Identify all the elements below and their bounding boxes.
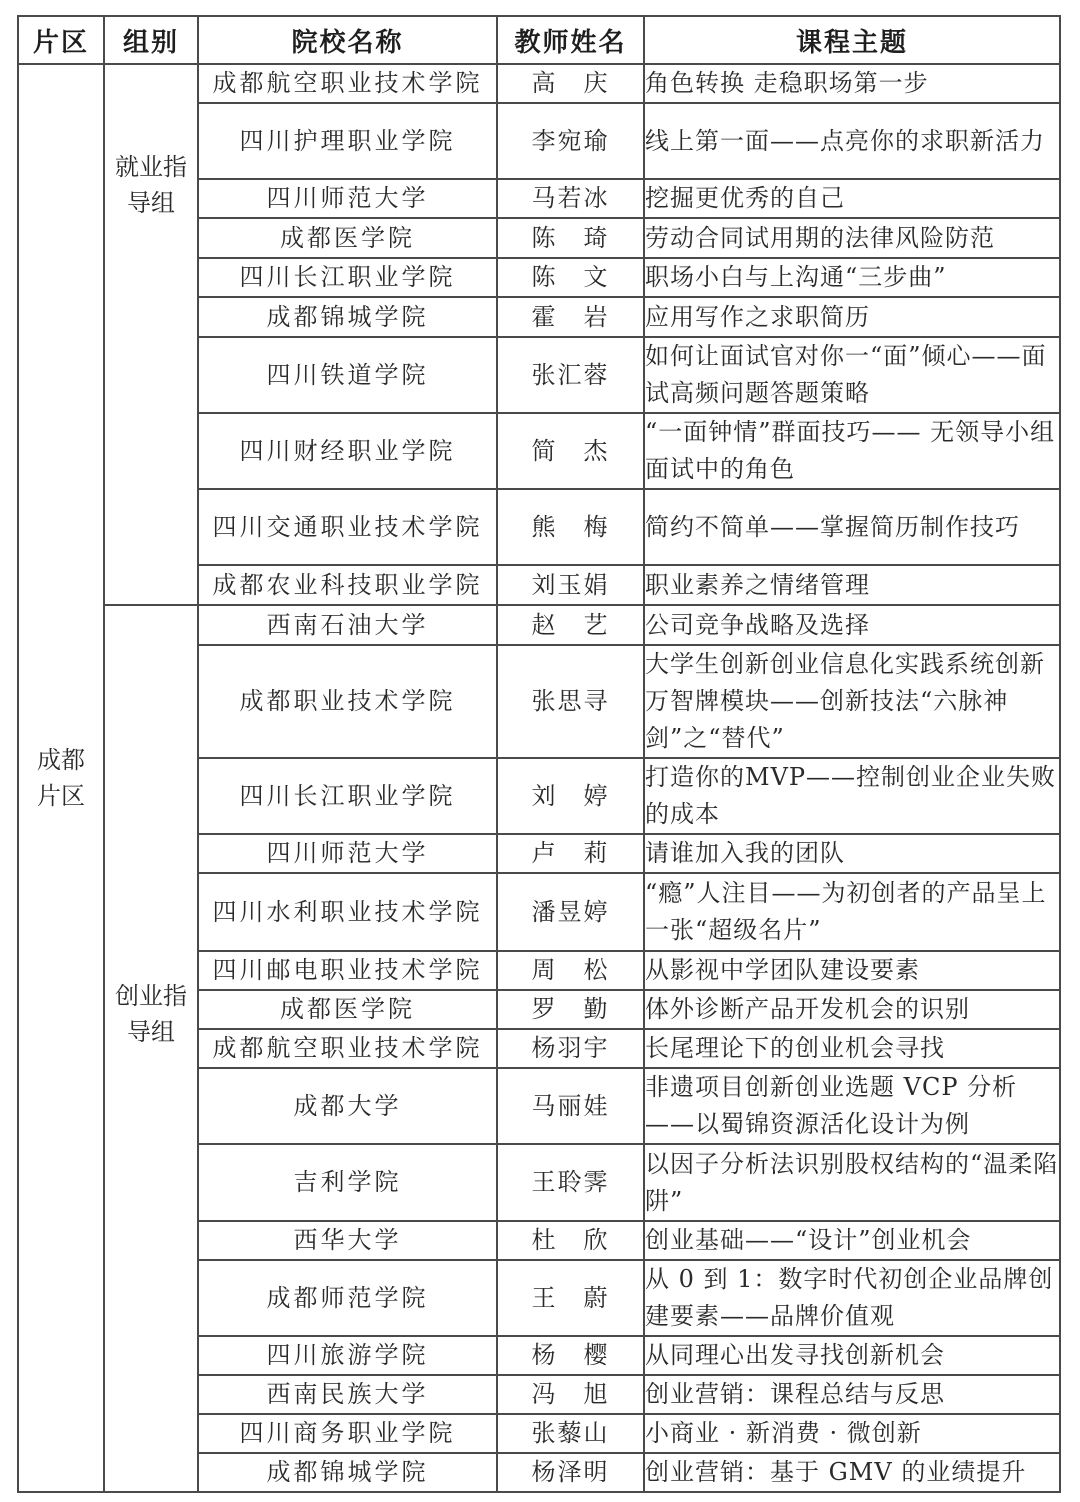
school-cell: 成都大学: [198, 1068, 497, 1144]
topic-cell: 从 0 到 1：数字时代初创企业品牌创建要素——品牌价值观: [644, 1260, 1060, 1336]
teacher-cell: 杨羽宇: [497, 1029, 644, 1068]
teacher-cell: 陈 琦: [497, 218, 644, 258]
group-cell: [104, 64, 198, 605]
teacher-cell: 张藜山: [497, 1414, 644, 1453]
school-cell: 四川交通职业技术学院: [198, 489, 497, 565]
school-cell: 吉利学院: [198, 1144, 497, 1221]
header-teacher: 教师姓名: [497, 16, 644, 64]
topic-cell: 角色转换 走稳职场第一步: [644, 64, 1060, 103]
topic-cell: “一面钟情”群面技巧—— 无领导小组面试中的角色: [644, 413, 1060, 489]
teacher-cell: 王 蔚: [497, 1260, 644, 1336]
region-cell: [18, 64, 104, 1492]
teacher-cell: 陈 文: [497, 258, 644, 297]
group-label-line: 创业指: [115, 981, 187, 1010]
topic-cell: 小商业 · 新消费 · 微创新: [644, 1414, 1060, 1453]
school-cell: 成都农业科技职业学院: [198, 565, 497, 605]
teacher-cell: 周 松: [497, 951, 644, 990]
region-label-line: 片区: [37, 782, 85, 810]
topic-cell: 从影视中学团队建设要素: [644, 951, 1060, 990]
region-label-line: 成都: [37, 746, 85, 774]
teacher-cell: 刘 婷: [497, 758, 644, 834]
topic-cell: 大学生创新创业信息化实践系统创新万智牌模块——创新技法“六脉神剑”之“替代”: [644, 645, 1060, 758]
school-cell: 四川护理职业学院: [198, 103, 497, 179]
teacher-cell: 刘玉娟: [497, 565, 644, 605]
school-cell: 成都职业技术学院: [198, 645, 497, 758]
teacher-cell: 马丽娃: [497, 1068, 644, 1144]
topic-cell: 体外诊断产品开发机会的识别: [644, 990, 1060, 1029]
header-school: 院校名称: [198, 16, 497, 64]
school-cell: 四川水利职业技术学院: [198, 873, 497, 951]
group-label-line: 导组: [127, 1017, 175, 1046]
topic-cell: 职业素养之情绪管理: [644, 565, 1060, 605]
topic-cell: 线上第一面——点亮你的求职新活力: [644, 103, 1060, 179]
school-cell: 四川旅游学院: [198, 1336, 497, 1375]
school-cell: 四川财经职业学院: [198, 413, 497, 489]
header-group: 组别: [104, 16, 198, 64]
topic-cell: 职场小白与上沟通“三步曲”: [644, 258, 1060, 297]
table-row: [18, 64, 1060, 103]
school-cell: 成都锦城学院: [198, 297, 497, 337]
teacher-cell: 张思寻: [497, 645, 644, 758]
table-row: [18, 605, 1060, 645]
teacher-cell: 高 庆: [497, 64, 644, 103]
topic-cell: 非遗项目创新创业选题 VCP 分析——以蜀锦资源活化设计为例: [644, 1068, 1060, 1144]
topic-cell: 从同理心出发寻找创新机会: [644, 1336, 1060, 1375]
topic-cell: 打造你的MVP——控制创业企业失败的成本: [644, 758, 1060, 834]
teacher-cell: 卢 莉: [497, 834, 644, 873]
teacher-cell: 杨 樱: [497, 1336, 644, 1375]
group-label-line: 就业指: [115, 152, 187, 181]
topic-cell: “瘾”人注目——为初创者的产品呈上一张“超级名片”: [644, 873, 1060, 951]
school-cell: 成都医学院: [198, 218, 497, 258]
school-cell: 成都师范学院: [198, 1260, 497, 1336]
school-cell: 四川铁道学院: [198, 337, 497, 413]
school-cell: 四川邮电职业技术学院: [198, 951, 497, 990]
teacher-cell: 熊 梅: [497, 489, 644, 565]
topic-cell: 创业基础——“设计”创业机会: [644, 1221, 1060, 1260]
teacher-cell: 杨泽明: [497, 1453, 644, 1492]
topic-cell: 公司竞争战略及选择: [644, 605, 1060, 645]
teacher-cell: 潘昱婷: [497, 873, 644, 951]
topic-cell: 挖掘更优秀的自己: [644, 179, 1060, 218]
teacher-cell: 张汇蓉: [497, 337, 644, 413]
topic-cell: 如何让面试官对你一“面”倾心——面试高频问题答题策略: [644, 337, 1060, 413]
topic-cell: 创业营销：课程总结与反思: [644, 1375, 1060, 1414]
topic-cell: 简约不简单——掌握简历制作技巧: [644, 489, 1060, 565]
school-cell: 四川长江职业学院: [198, 258, 497, 297]
header-region: 片区: [18, 16, 104, 64]
school-cell: 成都锦城学院: [198, 1453, 497, 1492]
teacher-cell: 霍 岩: [497, 297, 644, 337]
teacher-cell: 李宛瑜: [497, 103, 644, 179]
topic-cell: 长尾理论下的创业机会寻找: [644, 1029, 1060, 1068]
topic-cell: 应用写作之求职简历: [644, 297, 1060, 337]
school-cell: 四川长江职业学院: [198, 758, 497, 834]
topic-cell: 以因子分析法识别股权结构的“温柔陷阱”: [644, 1144, 1060, 1221]
school-cell: 成都航空职业技术学院: [198, 64, 497, 103]
teacher-cell: 马若冰: [497, 179, 644, 218]
school-cell: 四川师范大学: [198, 834, 497, 873]
topic-cell: 创业营销：基于 GMV 的业绩提升: [644, 1453, 1060, 1492]
school-cell: 成都医学院: [198, 990, 497, 1029]
teacher-cell: 王聆霁: [497, 1144, 644, 1221]
teacher-cell: 罗 勤: [497, 990, 644, 1029]
teacher-cell: 冯 旭: [497, 1375, 644, 1414]
header-row: [18, 16, 1060, 64]
school-cell: 西南石油大学: [198, 605, 497, 645]
teacher-cell: 简 杰: [497, 413, 644, 489]
group-cell: [104, 605, 198, 1492]
header-topic: 课程主题: [644, 16, 1060, 64]
table-body: [18, 64, 1060, 1492]
school-cell: 四川商务职业学院: [198, 1414, 497, 1453]
group-label-line: 导组: [127, 188, 175, 217]
school-cell: 成都航空职业技术学院: [198, 1029, 497, 1068]
teacher-cell: 杜 欣: [497, 1221, 644, 1260]
course-schedule-table: [17, 15, 1061, 1493]
school-cell: 四川师范大学: [198, 179, 497, 218]
school-cell: 西华大学: [198, 1221, 497, 1260]
teacher-cell: 赵 艺: [497, 605, 644, 645]
topic-cell: 请谁加入我的团队: [644, 834, 1060, 873]
topic-cell: 劳动合同试用期的法律风险防范: [644, 218, 1060, 258]
school-cell: 西南民族大学: [198, 1375, 497, 1414]
